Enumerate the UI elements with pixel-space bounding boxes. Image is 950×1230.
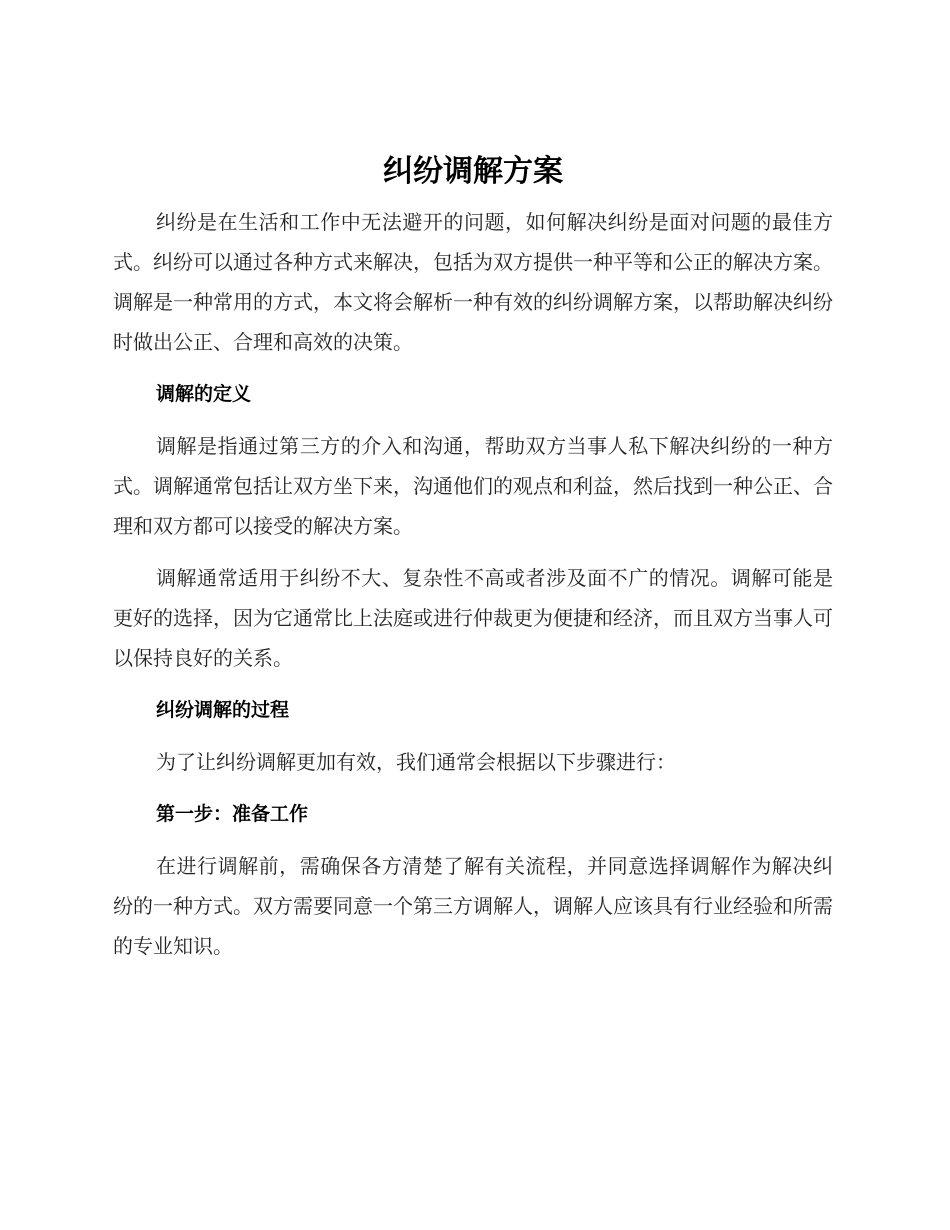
definition-paragraph-1: 调解是指通过第三方的介入和沟通，帮助双方当事人私下解决纠纷的一种方式。调解通常包括让双方坐下来，沟通他们的观点和利益，然后找到一种公正、合理和双方都可以接受的解决方案。 — [113, 434, 833, 538]
document-body — [113, 146, 833, 978]
section-heading-definition: 调解的定义 — [156, 383, 252, 405]
preparation-paragraph: 在进行调解前，需确保各方清楚了解有关流程，并同意选择调解作为解决纠纷的一种方式。双方需要同意一个第三方调解人，调解人应该具有行业经验和所需的专业知识。 — [113, 854, 833, 958]
definition-paragraph-2: 调解通常适用于纠纷不大、复杂性不高或者涉及面不广的情况。调解可能是更好的选择，因为它通常比上法庭或进行仲裁更为便捷和经济，而且双方当事人可以保持良好的关系。 — [113, 566, 833, 670]
section-heading-process: 纠纷调解的过程 — [156, 699, 290, 721]
intro-paragraph: 纠纷是在生活和工作中无法避开的问题，如何解决纠纷是面对问题的最佳方式。纠纷可以通过各种方式来解决，包括为双方提供一种平等和公正的解决方案。调解是一种常用的方式，本文将会解析一种有效的纠纷调解方案，以帮助解决纠纷时做出公正、合理和高效的决策。 — [113, 210, 833, 354]
step-heading-preparation: 第一步：准备工作 — [156, 803, 309, 825]
process-paragraph: 为了让纠纷调解更加有效，我们通常会根据以下步骤进行： — [156, 750, 676, 774]
document-title: 纠纷调解方案 — [383, 154, 563, 189]
